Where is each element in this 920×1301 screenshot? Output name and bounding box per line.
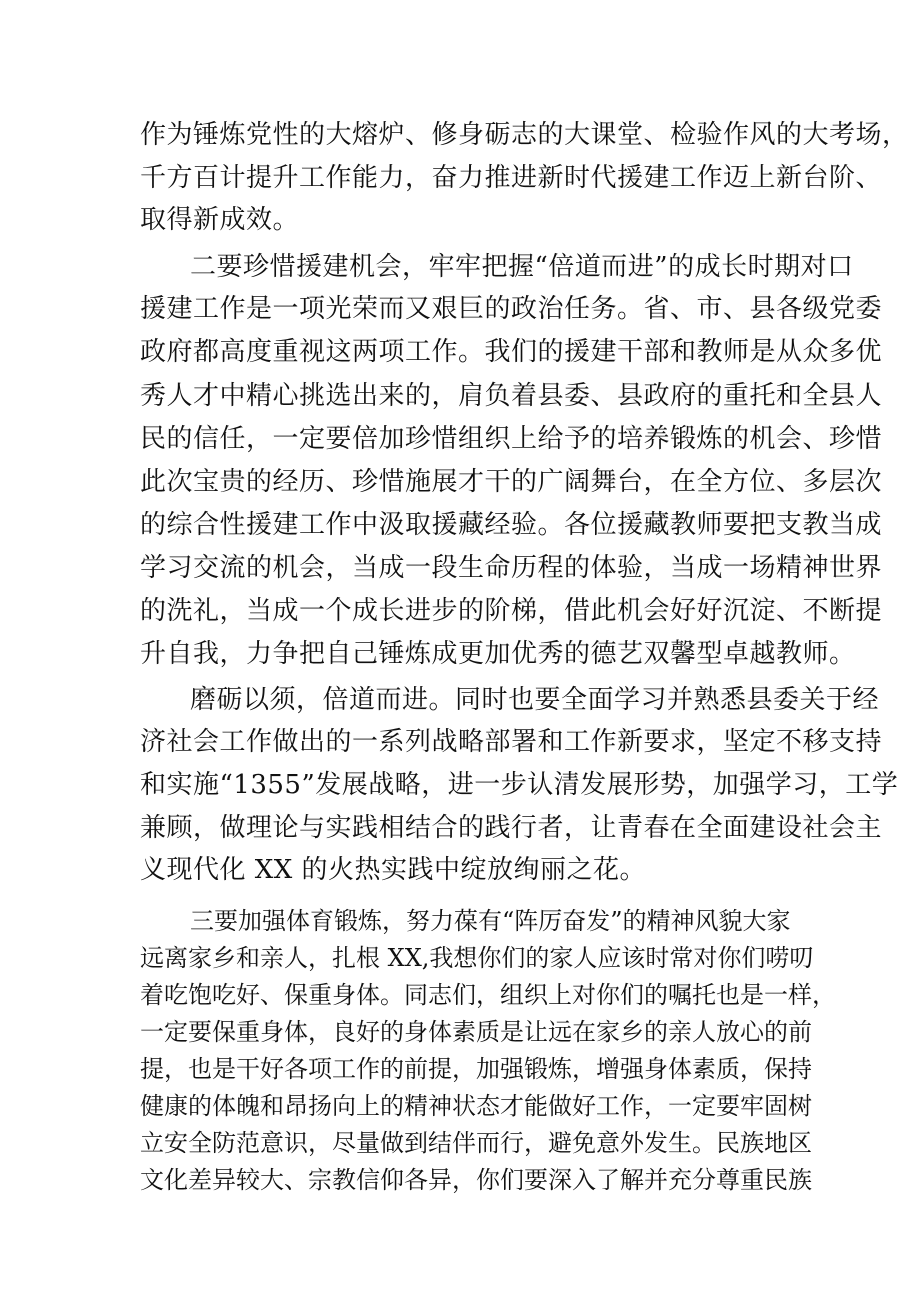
text-line: 学习交流的机会，当成一段生命历程的体验，当成一场精神世界 (140, 553, 883, 583)
text-line: 取得新成效。 (140, 205, 300, 235)
paragraph-first-line: 三要加强体育锻炼，努力葆有“阵厉奋发”的精神风貌大家 (190, 907, 791, 935)
text-line: 提，也是干好各项工作的前提，加强锻炼，增强身体素质，保持 (140, 1055, 812, 1083)
text-line: 此次宝贵的经历、珍惜施展才干的广阔舞台，在全方位、多层次 (140, 467, 883, 497)
text-line: 着吃饱吃好、保重身体。同志们，组织上对你们的嘱托也是一样， (140, 981, 836, 1009)
text-line: 作为锤炼党性的大熔炉、修身砺志的大课堂、检验作风的大考场， (140, 120, 909, 150)
text-line: 和实施“1355”发展战略，进一步认清发展形势，加强学习，工学 (140, 770, 899, 800)
text-line: 的洗礼，当成一个成长进步的阶梯，借此机会好好沉淀、不断提 (140, 596, 883, 626)
paragraph-first-line: 二要珍惜援建机会，牢牢把握“倍道而进”的成长时期对口 (190, 252, 854, 282)
text-line: 千方百计提升工作能力，奋力推进新时代援建工作迈上新台阶、 (140, 163, 883, 193)
text-line: 立安全防范意识，尽量做到结伴而行，避免意外发生。民族地区 (140, 1129, 812, 1157)
text-line: 文化差异较大、宗教信仰各异，你们要深入了解并充分尊重民族 (140, 1166, 812, 1194)
text-line: 的综合性援建工作中汲取援藏经验。各位援藏教师要把支教当成 (140, 510, 883, 540)
text-line: 一定要保重身体，良好的身体素质是让远在家乡的亲人放心的前 (140, 1018, 812, 1046)
text-line: 秀人才中精心挑选出来的，肩负着县委、县政府的重托和全县人 (140, 381, 883, 411)
text-line: 援建工作是一项光荣而又艰巨的政治任务。省、市、县各级党委 (140, 294, 883, 324)
paragraph-first-line: 磨砺以须，倍道而进。同时也要全面学习并熟悉县委关于经 (190, 685, 880, 715)
text-line: 远离家乡和亲人，扎根 XX,我想你们的家人应该时常对你们唠叨 (140, 944, 814, 972)
text-line: 义现代化 XX 的火热实践中绽放绚丽之花。 (140, 855, 647, 885)
text-line: 兼顾，做理论与实践相结合的践行者，让青春在全面建设社会主 (140, 813, 883, 843)
text-line: 升自我，力争把自己锤炼成更加优秀的德艺双馨型卓越教师。 (140, 639, 856, 669)
text-line: 健康的体魄和昂扬向上的精神状态才能做好工作，一定要牢固树 (140, 1092, 812, 1120)
text-line: 政府都高度重视这两项工作。我们的援建干部和教师是从众多优 (140, 337, 883, 367)
text-line: 民的信任，一定要倍加珍惜组织上给予的培养锻炼的机会、珍惜 (140, 424, 883, 454)
text-line: 济社会工作做出的一系列战略部署和工作新要求，坚定不移支持 (140, 727, 883, 757)
